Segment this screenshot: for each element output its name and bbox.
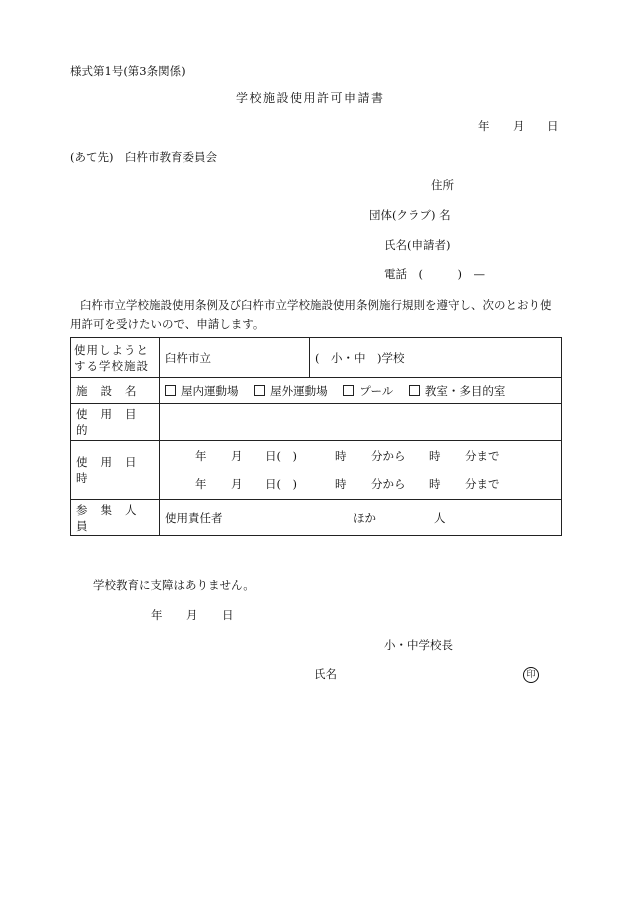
school-city-cell[interactable] — [160, 338, 310, 378]
school-label — [71, 338, 160, 378]
application-table — [70, 337, 562, 536]
dt2-day: 日( ) — [265, 477, 297, 491]
seal-icon: 印 — [523, 667, 539, 683]
date-month: 月 — [513, 119, 525, 133]
form-number: 様式第1号(第3条関係) — [70, 64, 186, 78]
facility-label — [71, 378, 160, 404]
dt1-minute-from: 分から — [371, 449, 406, 463]
facility-option-classroom[interactable] — [409, 384, 506, 398]
dt2-year: 年 — [195, 477, 207, 491]
applicant-name: 氏名(申請者) — [384, 238, 451, 252]
datetime-line-1 — [165, 442, 556, 470]
attendees-manager: 使用責任者 — [165, 510, 223, 525]
datetime-cell[interactable] — [160, 441, 562, 500]
school-city: 臼杵市立 — [165, 350, 211, 365]
row-school — [71, 338, 562, 378]
facility-option-pool[interactable] — [343, 384, 393, 398]
checkbox-classroom[interactable] — [409, 385, 420, 396]
addressee: (あて先) 臼杵市教育委員会 — [70, 150, 217, 164]
approval-statement: 学校教育に支障はありません。 — [93, 578, 255, 592]
dt1-month: 月 — [231, 449, 243, 463]
dt2-month: 月 — [231, 477, 243, 491]
dt1-hour-to: 時 — [429, 449, 441, 463]
facility-option-outdoor[interactable] — [254, 384, 328, 398]
datetime-line-2 — [165, 470, 556, 498]
facility-outdoor-label: 屋外運動場 — [270, 383, 328, 398]
attendees-other: ほか — [353, 510, 376, 525]
dt2-hour: 時 — [335, 477, 347, 491]
checkbox-pool[interactable] — [343, 385, 354, 396]
approval-day: 日 — [222, 608, 234, 622]
row-attendees — [71, 500, 562, 536]
row-facility — [71, 378, 562, 404]
checkbox-outdoor[interactable] — [254, 385, 265, 396]
date-year: 年 — [478, 119, 490, 133]
school-label-line1: 使用しようと — [74, 342, 149, 357]
facility-option-indoor[interactable] — [165, 384, 239, 398]
purpose-label — [71, 404, 160, 441]
facility-indoor-label: 屋内運動場 — [181, 383, 239, 398]
dt2-minute-from: 分から — [371, 477, 406, 491]
school-label-line2: する学校施設 — [74, 358, 149, 373]
principal-name-label: 氏名 — [314, 667, 337, 681]
intro-paragraph: 臼杵市立学校施設使用条例及び臼杵市立学校施設使用条例施行規則を遵守し、次のとおり使用許可を受けたいので、申請します。 — [70, 298, 552, 331]
datetime-label-text: 使用日時 — [76, 455, 150, 485]
school-type-cell[interactable] — [310, 338, 562, 378]
applicant-phone: 電話 ( ) — — [384, 267, 485, 281]
facility-label-text: 施設名 — [76, 383, 150, 398]
attendees-cell[interactable] — [160, 500, 562, 536]
facility-options — [160, 378, 562, 404]
dt1-minute-to: 分まで — [465, 449, 500, 463]
dt1-hour: 時 — [335, 449, 347, 463]
dt2-hour-to: 時 — [429, 477, 441, 491]
row-purpose — [71, 404, 562, 441]
attendees-label-text: 参集人員 — [76, 502, 150, 533]
dt1-day: 日( ) — [265, 449, 297, 463]
datetime-label — [71, 441, 160, 500]
row-datetime — [71, 441, 562, 500]
facility-pool-label: プール — [359, 383, 394, 398]
dt1-year: 年 — [195, 449, 207, 463]
facility-classroom-label: 教室・多目的室 — [424, 383, 506, 398]
applicant-group: 団体(クラブ) 名 — [369, 208, 451, 222]
approval-year: 年 — [151, 608, 163, 622]
principal-title: 小・中学校長 — [384, 638, 453, 652]
form-title: 学校施設使用許可申請書 — [236, 91, 385, 105]
approval-month: 月 — [186, 608, 198, 622]
applicant-address: 住所 — [431, 178, 454, 192]
purpose-input[interactable] — [160, 404, 562, 441]
purpose-label-text: 使用目的 — [76, 407, 150, 437]
attendees-unit: 人 — [434, 510, 446, 525]
date-day: 日 — [547, 119, 559, 133]
checkbox-indoor[interactable] — [165, 385, 176, 396]
dt2-minute-to: 分まで — [465, 477, 500, 491]
attendees-label — [71, 500, 160, 536]
school-type: ( 小・中 )学校 — [315, 350, 405, 365]
